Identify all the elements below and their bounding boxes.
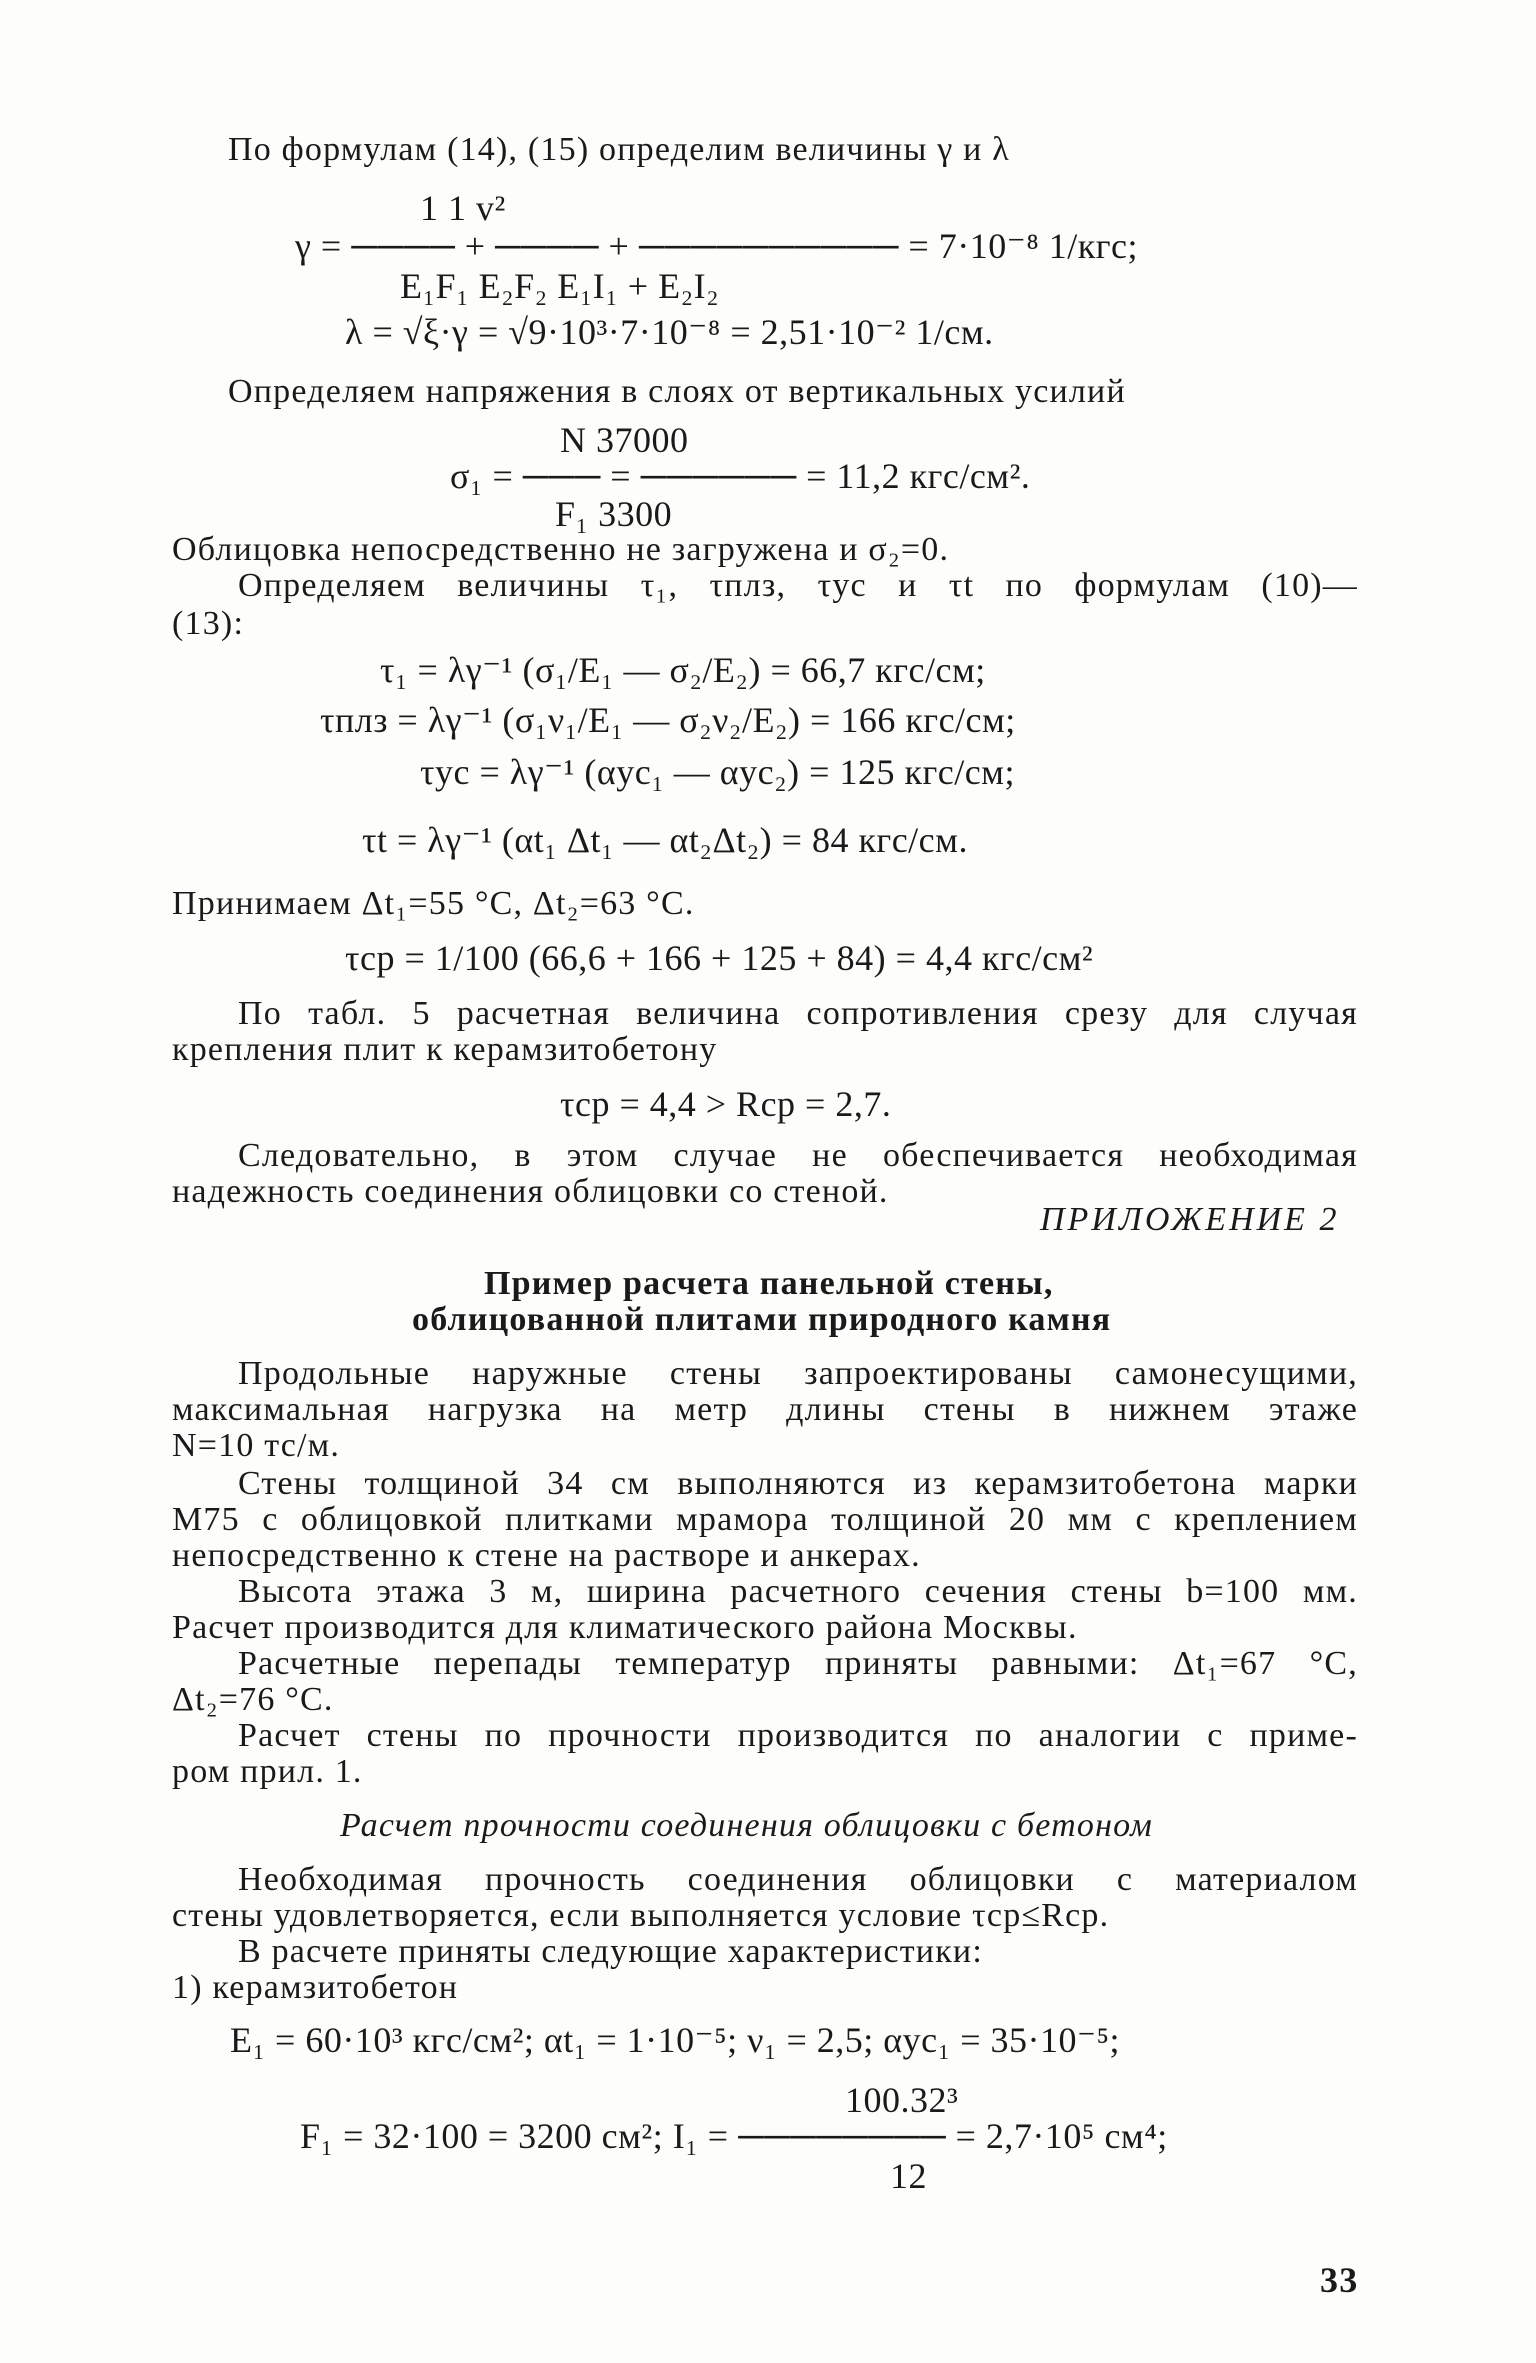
formula-line: τср = 4,4 > Rср = 2,7. (560, 1084, 892, 1124)
text-line: М75 с облицовкой плитками мрамора толщиной 20 мм с креплением (172, 1501, 1358, 1538)
formula-line: τплз = λγ⁻¹ (σ₁ν₁/E₁ — σ₂ν₂/E₂) = 166 кгс/см; (320, 700, 1016, 740)
appendix-heading: ПРИЛОЖЕНИЕ 2 (1040, 1201, 1340, 1238)
text-line: Определяем величины τ₁, τплз, τус и τt по формулам (10)— (238, 567, 1358, 604)
formula-line: E₁ = 60·10³ кгс/см²; αt₁ = 1·10⁻⁵; ν₁ = 2,5; αус₁ = 35·10⁻⁵; (230, 2020, 1121, 2060)
formula-line: 1 1 v² (420, 188, 506, 228)
text-line: Расчетные перепады температур приняты равными: Δt₁=67 °С, (238, 1645, 1358, 1682)
text-line: ром прил. 1. (172, 1753, 363, 1790)
formula-line: F₁ 3300 (555, 494, 673, 534)
text-line: непосредственно к стене на растворе и анкерах. (172, 1537, 921, 1574)
formula-line: τ₁ = λγ⁻¹ (σ₁/E₁ — σ₂/E₂) = 66,7 кгс/см; (380, 650, 986, 690)
text-line: Облицовка непосредственно не загружена и σ₂=0. (172, 531, 950, 568)
text-line: Стены толщиной 34 см выполняются из керамзитобетона марки (238, 1465, 1358, 1502)
formula-line: τср = 1/100 (66,6 + 166 + 125 + 84) = 4,4 кгс/см² (345, 938, 1094, 978)
formula-line: 100.32³ (845, 2080, 959, 2120)
text-line: Необходимая прочность соединения облицовки с материалом (238, 1861, 1358, 1898)
formula-line: N 37000 (560, 420, 689, 460)
text-line: (13): (172, 605, 245, 642)
text-line: Продольные наружные стены запроектированы самонесущими, (238, 1355, 1358, 1392)
text-line: N=10 тс/м. (172, 1427, 341, 1464)
text-line: Расчет производится для климатического района Москвы. (172, 1609, 1078, 1646)
formula-line: σ₁ = ─── = ────── = 11,2 кгс/см². (450, 456, 1031, 496)
formula-line: τус = λγ⁻¹ (αус₁ — αус₂) = 125 кгс/см; (420, 752, 1015, 792)
text-line: максимальная нагрузка на метр длины стены в нижнем этаже (172, 1391, 1358, 1428)
text-line: Следовательно, в этом случае не обеспечивается необходимая (238, 1137, 1358, 1174)
formula-line: E₁F₁ E₂F₂ E₁I₁ + E₂I₂ (400, 266, 720, 306)
subsection-title: Расчет прочности соединения облицовки с бетоном (340, 1807, 1153, 1844)
formula-line: 12 (890, 2156, 927, 2196)
formula-line: F₁ = 32·100 = 3200 см²; I₁ = ──────── = 2,7·10⁵ см⁴; (300, 2116, 1168, 2156)
text-line: 1) керамзитобетон (172, 1969, 459, 2006)
text-line: Определяем напряжения в слоях от вертикальных усилий (228, 373, 1126, 410)
text-line: По табл. 5 расчетная величина сопротивления срезу для случая (238, 995, 1358, 1032)
text-line: стены удовлетворяется, если выполняется условие τср≤Rср. (172, 1897, 1110, 1934)
text-line: Расчет стены по прочности производится по аналогии с приме- (238, 1717, 1358, 1754)
text-line: Принимаем Δt₁=55 °С, Δt₂=63 °С. (172, 885, 695, 922)
text-line: надежность соединения облицовки со стеной. (172, 1173, 889, 1210)
text-line: В расчете приняты следующие характеристики: (238, 1933, 983, 1970)
text-line: крепления плит к керамзитобетону (172, 1031, 718, 1068)
section-title: Пример расчета панельной стены, (484, 1265, 1054, 1302)
text-line: По формулам (14), (15) определим величины γ и λ (228, 131, 1010, 168)
formula-line: λ = √ξ·γ = √9·10³·7·10⁻⁸ = 2,51·10⁻² 1/см. (345, 312, 994, 352)
page-number: 33 (1320, 2260, 1359, 2300)
section-title: облицованной плитами природного камня (412, 1301, 1112, 1338)
formula-line: γ = ──── + ──── + ────────── = 7·10⁻⁸ 1/кгс; (295, 226, 1139, 266)
text-line: Δt₂=76 °С. (172, 1681, 334, 1718)
formula-line: τt = λγ⁻¹ (αt₁ Δt₁ — αt₂Δt₂) = 84 кгс/см. (362, 820, 968, 860)
text-line: Высота этажа 3 м, ширина расчетного сечения стены b=100 мм. (238, 1573, 1358, 1610)
